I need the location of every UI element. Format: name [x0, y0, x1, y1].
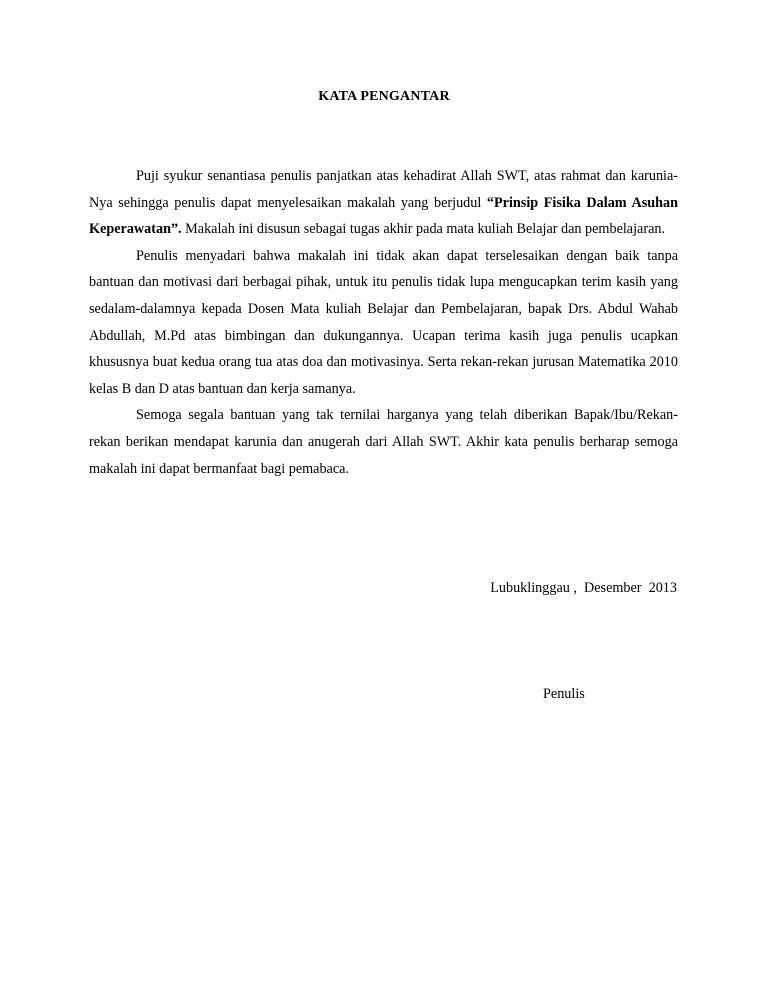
paragraph-1	[89, 163, 678, 243]
page-title: KATA PENGANTAR	[318, 89, 450, 104]
paragraph-1-text-end: Makalah ini disusun sebagai tugas akhir pada mata kuliah Belajar dan pembelajaran.	[181, 221, 666, 238]
place-date: Lubuklinggau , Desember 2013	[490, 580, 677, 596]
paragraph-1-text-start: Puji syukur senantiasa penulis panjatkan atas kehadirat Allah SWT, atas rahmat dan karunia-Nya sehingga penulis dapat menyelesaikan makalah yang berjudul	[89, 168, 678, 211]
paragraph-3: Semoga segala bantuan yang tak ternilai harganya yang telah diberikan Bapak/Ibu/Rekan-rekan berikan mendapat karunia dan anugerah dari Allah SWT. Akhir kata penulis berharap semoga makalah ini dapat bermanfaat bagi pemabaca.	[89, 407, 678, 477]
paragraph-1-bold-title: “Prinsip Fisika Dalam Asuhan Keperawatan”.	[89, 194, 678, 238]
author-signature: Penulis	[543, 686, 585, 702]
paragraph-2: Penulis menyadari bahwa makalah ini tidak akan dapat terselesaikan dengan baik tanpa bantuan dan motivasi dari berbagai pihak, untuk itu penulis tidak lupa mengucapkan terim kasih yang sedalam-dalamnya kepada Dosen Mata kuliah Belajar dan Pembelajaran, bapak Drs. Abdul Wahab Abdullah, M.Pd atas bimbingan dan dukungannya. Ucapan terima kasih juga penulis ucapkan khususnya buat kedua orang tua atas doa dan motivasinya. Serta rekan-rekan jurusan Matematika 2010 kelas B dan D atas bantuan dan kerja samanya.	[89, 247, 678, 397]
body-text	[89, 163, 678, 482]
